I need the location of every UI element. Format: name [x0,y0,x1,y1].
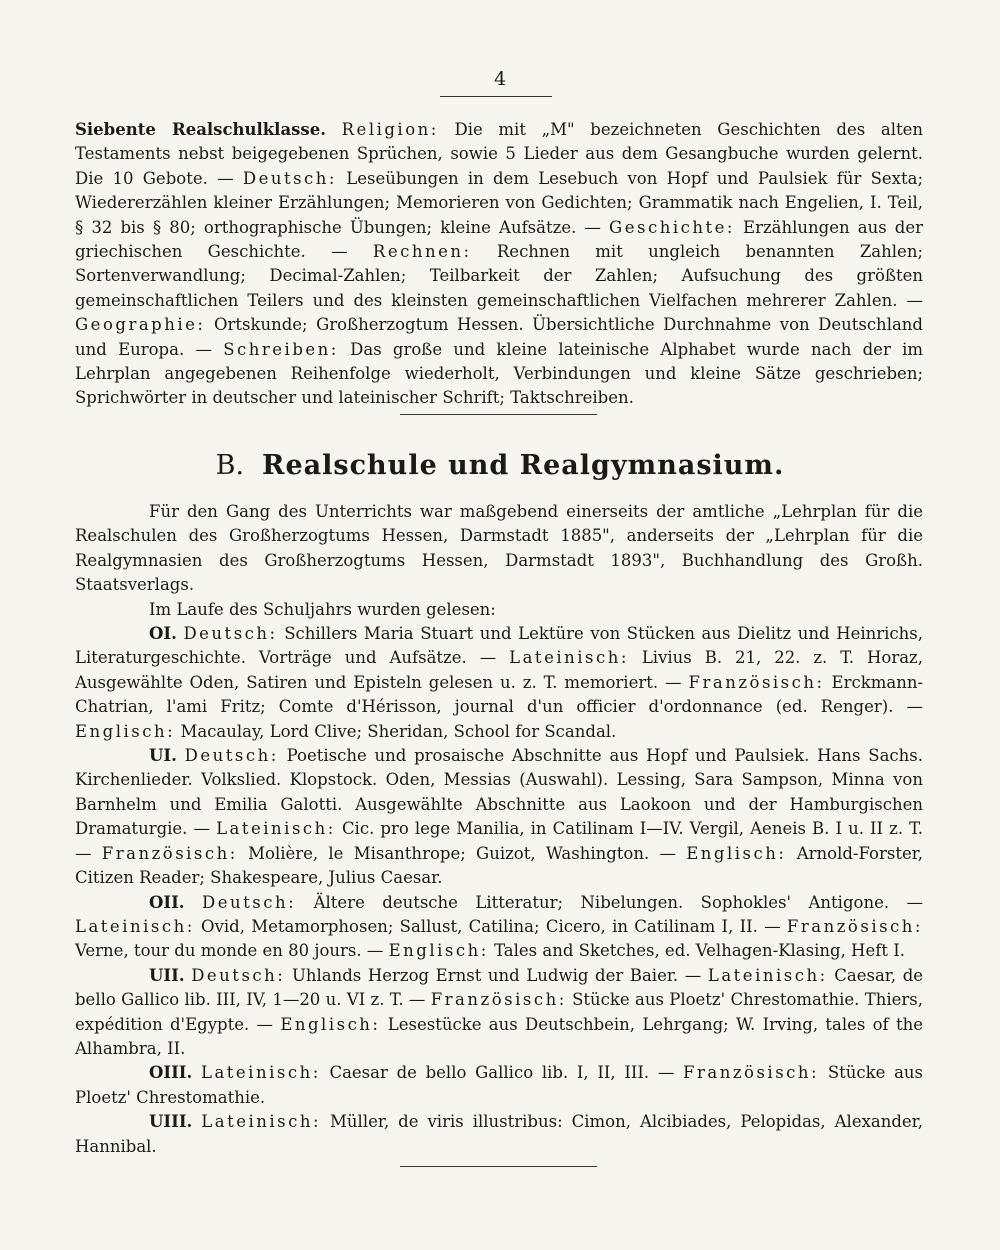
subject-label: Lateinisch: [216,819,336,839]
class-name: UII. [149,965,185,985]
rechnen-label: Rechnen: [372,242,472,262]
subject-label: Französisch: [688,672,825,692]
schreiben-text: Das große und kleine lateinische Alphabet wurde nach der im Lehrplan angegebenen Reihenfolge wiederholt, Verbindungen und kleine Sätze geschrieben; Sprichwörter in deutscher und lateinischer Schrift; Taktschreiben. [75,339,924,408]
subject-label: Englisch: [280,1014,381,1034]
subject-text: Stücke aus Ploetz' Chrestomathie. [75,1063,924,1107]
subject-text: Poetische und prosaische Abschnitte aus Hopf und Paulsiek. Hans Sachs. Kirchenlieder. Volkslied. Klopstock. Oden, Messias (Auswahl). Lessing, Sara Sampson, Minna von Barnhelm und Emilia Galotti. Ausgewählte Abschnitte aus Laokoon und der Hamburgischen Dramaturgie. — [75,746,923,839]
subject-text: Tales and Sketches, ed. Velhagen-Klasing, Heft I. [494,941,905,961]
geographie-label: Geographie: [75,315,206,335]
seventh-class-heading: Siebente Realschulklasse. [75,120,326,139]
subject-label: Französisch: [786,916,923,936]
class-name: OI. [149,624,177,644]
subject-text: Arnold-Forster, Citizen Reader; Shakespeare, Julius Caesar. [75,843,924,888]
class-paragraph [75,622,923,744]
section-b-body [75,500,923,1159]
page-number: 4 [493,68,507,90]
subject-text: Livius B. 21, 22. z. T. Horaz, Ausgewählte Oden, Satiren und Episteln gelesen u. z. T. memoriert. — [75,648,923,692]
subject-label: Englisch: [388,941,489,961]
page-header [0,68,1000,90]
subject-label: Deutsch: [202,892,297,912]
class-paragraph [75,744,923,890]
class-paragraph [75,891,923,964]
subject-text: Caesar, de bello Gallico lib. III, IV, 1—20 u. VI z. T. — [75,965,924,1010]
subject-label: Lateinisch: [75,916,195,936]
subject-text: Stücke aus Ploetz' Chrestomathie. Thiers, expédition d'Egypte. — [75,990,923,1034]
subject-label: Deutsch: [184,746,279,766]
subject-label: Englisch: [75,721,176,741]
subject-label: Englisch: [686,843,787,863]
subject-label: Lateinisch: [707,965,828,985]
deutsch-text: Leseübungen in dem Lesebuch von Hopf und Paulsiek für Sexta; Wiedererzählen kleiner Erzählungen; Memorieren von Gedichten; Grammatik nach Engelien, I. Teil, § 32 bis § 80; orthographische Übungen; kleine Aufsätze. — [75,168,924,237]
subject-label: Lateinisch: [200,1063,321,1083]
geschichte-label: Geschichte: [609,217,735,237]
class-name: UI. [149,746,177,766]
subject-label: Französisch: [683,1063,820,1083]
religion-label: Religion: [341,120,439,139]
schreiben-label: Schreiben: [223,339,339,359]
class-paragraph [75,1061,923,1110]
subject-label: Deutsch: [183,624,278,644]
class-paragraph [75,964,923,1062]
subject-label: Deutsch: [191,965,286,985]
subject-text: Caesar de bello Gallico lib. I, II, III. — [329,1063,675,1083]
geographie-text: Ortskunde; Großherzogtum Hessen. Übersichtliche Durchnahme von Deutschland und Europa. — [75,315,923,359]
subject-text: Lesestücke aus Deutschbein, Lehrgang; W. Irving, tales of the Alhambra, II. [75,1014,923,1058]
bottom-rule [400,1166,597,1167]
header-rule [440,96,552,97]
class-list [75,622,923,1159]
subject-text: Schillers Maria Stuart und Lektüre von Stücken aus Dielitz und Heinrichs, Literaturgeschichte. Vorträge und Aufsätze. — [75,624,924,668]
religion-text: Die mit „M" bezeichneten Geschichten des alten Testaments nebst beigegebenen Sprüchen, sowie 5 Lieder aus dem Gesangbuche wurden gelernt. Die 10 Gebote. — [75,120,923,188]
section-b-heading [0,450,1000,482]
subject-text: Ältere deutsche Litteratur; Nibelungen. Sophokles' Antigone. — [313,892,924,912]
subject-text: Uhlands Herzog Ernst und Ludwig der Baier. — [291,965,702,985]
subject-label: Französisch: [430,990,567,1010]
class-name: OII. [149,892,185,912]
subject-text: Molière, le Misanthrope; Guizot, Washington. — [248,843,676,863]
section-b-intro: Für den Gang des Unterrichts war maßgebend einerseits der amtliche „Lehrplan für die Realschulen des Großherzogtums Hessen, Darmstadt 1885", anderseits der „Lehrplan für die Realgymnasien des Großherzogtums Hessen, Darmstadt 1893", Buchhandlung des Großh. Staatsverlags. [75,502,923,595]
deutsch-label: Deutsch: [242,168,337,188]
subject-text: Verne, tour du monde en 80 jours. — [75,941,384,961]
subject-text: Erckmann-Chatrian, l'ami Fritz; Comte d'Hérisson, journal d'un officier d'ordonnance (ed. Renger). — [75,672,924,717]
subject-label: Französisch: [101,843,238,863]
section-divider [400,414,597,415]
subject-label: Lateinisch: [201,1112,322,1132]
subject-text: Müller, de viris illustribus: Cimon, Alcibiades, Pelopidas, Alexander, Hannibal. [75,1112,923,1156]
subject-text: Macaulay, Lord Clive; Sheridan, School for Scandal. [180,721,617,741]
seventh-class-paragraph [75,118,923,411]
geschichte-text: Erzählungen aus der griechischen Geschichte. — [75,217,923,262]
class-paragraph [75,1110,923,1159]
class-name: OIII. [149,1063,193,1083]
read-intro: Im Laufe des Schuljahrs wurden gelesen: [149,599,496,619]
subject-text: Ovid, Metamorphosen; Sallust, Catilina; Cicero, in Catilinam I, II. — [201,916,781,936]
subject-text: Cic. pro lege Manilia, in Catilinam I—IV. Vergil, Aeneis B. I u. II z. T. — [75,819,923,863]
class-name: UIII. [149,1112,193,1132]
rechnen-text: Rechnen mit ungleich benannten Zahlen; Sortenverwandlung; Decimal-Zahlen; Teilbarkeit der Zahlen; Aufsuchung des größten gemeinschaftlichen Teilers und des kleinsten gemeinschaftlichen Vielfachen mehrerer Zahlen. — [75,242,924,310]
section-b-letter: B. [215,450,245,481]
section-b-title: Realschule und Realgymnasium. [262,450,785,481]
subject-label: Lateinisch: [509,648,629,668]
